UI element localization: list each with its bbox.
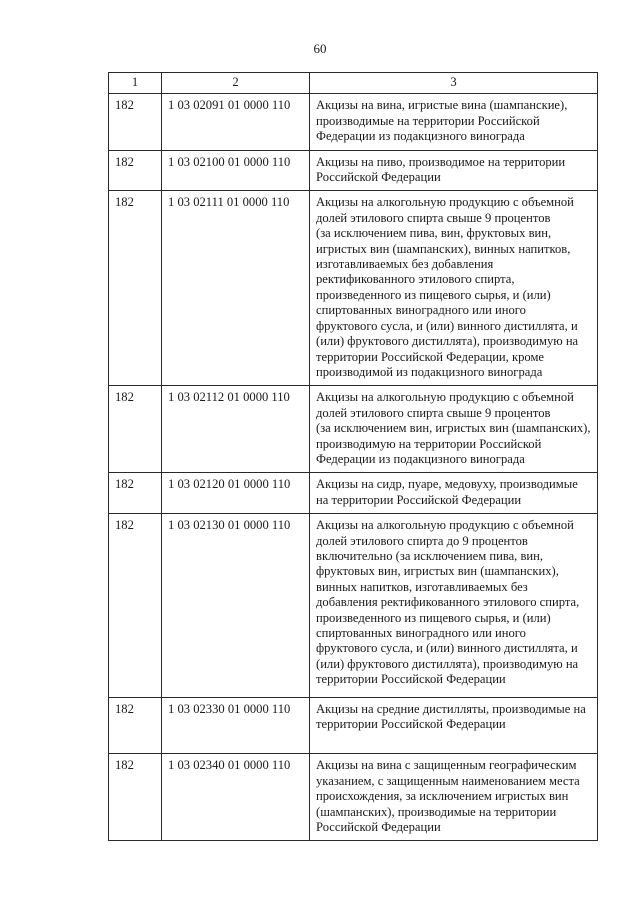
description-line: производимую на территории Российской [316,436,542,451]
budget-classification-code-cell: 1 03 02091 01 0000 110 [162,94,310,150]
description-line: Федерации из подакцизного винограда [316,129,525,144]
description-line: Российской Федерации [316,820,441,835]
budget-classification-code-cell: 1 03 02111 01 0000 110 [162,191,310,386]
budget-classification-code-cell: 1 03 02330 01 0000 110 [162,697,310,754]
description-line: Федерации из подакцизного винограда [316,451,525,466]
description-line: фруктового сусла, и (или) винного дистиллята, и [316,318,578,333]
description-line: (за исключением вин, игристых вин (шампанских), [316,421,591,436]
description-line: территории Российской Федерации, кроме [316,349,545,364]
admin-code-cell: 182 [109,386,162,473]
description-line: фруктовых вин, игристых вин (шампанских), [316,564,559,579]
description-line: винных напитков, изготавливаемых без [316,579,528,594]
admin-code-cell: 182 [109,697,162,754]
description-line: добавления ректификованного этилового спирта, [316,595,580,610]
table-row [109,386,598,473]
column-header-1: 1 [109,73,162,94]
revenue-description-cell [310,94,598,150]
admin-code-cell: 182 [109,191,162,386]
table-row [109,94,598,150]
description-line: произведенного из пищевого сырья, и (или) [316,610,551,625]
budget-classification-code-cell: 1 03 02120 01 0000 110 [162,473,310,514]
description-line: (за исключением пива, вин, фруктовых вин, [316,226,552,241]
description-line: изготавливаемых без добавления [316,257,494,272]
budget-classification-code-cell: 1 03 02100 01 0000 110 [162,150,310,191]
revenue-description-cell [310,473,598,514]
description-line: территории Российской Федерации [316,717,506,732]
page-number: 60 [313,41,327,56]
description-line: включительно (за исключением пива, вин, [316,548,544,563]
column-header-2: 2 [162,73,310,94]
description-line: Акцизы на вина с защищенным географическим [316,758,577,773]
description-line: указанием, с защищенным наименованием места [316,773,580,788]
table-row [109,473,598,514]
description-line: производимой из подакцизного винограда [316,364,543,379]
description-line: происхождения, за исключением игристых вин [316,789,569,804]
description-line: долей этилового спирта свыше 9 процентов [316,210,551,225]
budget-codes-table [108,72,598,841]
revenue-description-cell [310,150,598,191]
description-line: долей этилового спирта до 9 процентов [316,533,528,548]
table-row [109,191,598,386]
description-line: игристых вин (шампанских), винных напитков, [316,241,571,256]
column-header-3: 3 [310,73,598,94]
description-line: ректификованного этилового спирта, [316,272,515,287]
description-line: Акцизы на алкогольную продукцию с объемной [316,390,574,405]
budget-classification-code-cell: 1 03 02112 01 0000 110 [162,386,310,473]
table-row [109,697,598,754]
table-row [109,754,598,841]
budget-classification-code-cell: 1 03 02340 01 0000 110 [162,754,310,841]
revenue-description-cell [310,386,598,473]
description-line: Акцизы на алкогольную продукцию с объемной [316,518,574,533]
description-line: территории Российской Федерации [316,672,506,687]
description-line: Акцизы на средние дистилляты, производимые на [316,701,586,716]
revenue-description-cell [310,191,598,386]
admin-code-cell: 182 [109,150,162,191]
table-header-row [109,73,598,94]
table-body [109,94,598,841]
description-line: производимые на территории Российской [316,113,540,128]
description-line: (или) фруктового дистиллята), производимую на [316,334,579,349]
description-line: фруктового сусла, и (или) винного дистиллята, и [316,641,578,656]
description-line: долей этилового спирта свыше 9 процентов [316,405,551,420]
budget-classification-code-cell: 1 03 02130 01 0000 110 [162,514,310,697]
description-line: спиртованных виноградного или иного [316,626,526,640]
revenue-description-cell [310,754,598,841]
description-line: Акцизы на пиво, производимое на территории [316,154,566,169]
description-line: Акцизы на алкогольную продукцию с объемной [316,195,574,210]
admin-code-cell: 182 [109,94,162,150]
revenue-description-cell [310,514,598,697]
description-line: (или) фруктового дистиллята), производимую на [316,656,579,671]
description-line: Акцизы на вина, игристые вина (шампанские), [316,98,568,113]
description-line: произведенного из пищевого сырья, и (или) [316,287,551,302]
admin-code-cell: 182 [109,473,162,514]
table-row [109,150,598,191]
description-line: Акцизы на сидр, пуаре, медовуху, производимые [316,477,578,492]
description-line: (шампанских), производимые на территории [316,804,557,819]
description-line: Российской Федерации [316,170,441,185]
table-row [109,514,598,697]
admin-code-cell: 182 [109,514,162,697]
revenue-description-cell [310,697,598,754]
description-line: на территории Российской Федерации [316,492,522,507]
admin-code-cell: 182 [109,754,162,841]
description-line: спиртованных виноградного или иного [316,303,526,318]
